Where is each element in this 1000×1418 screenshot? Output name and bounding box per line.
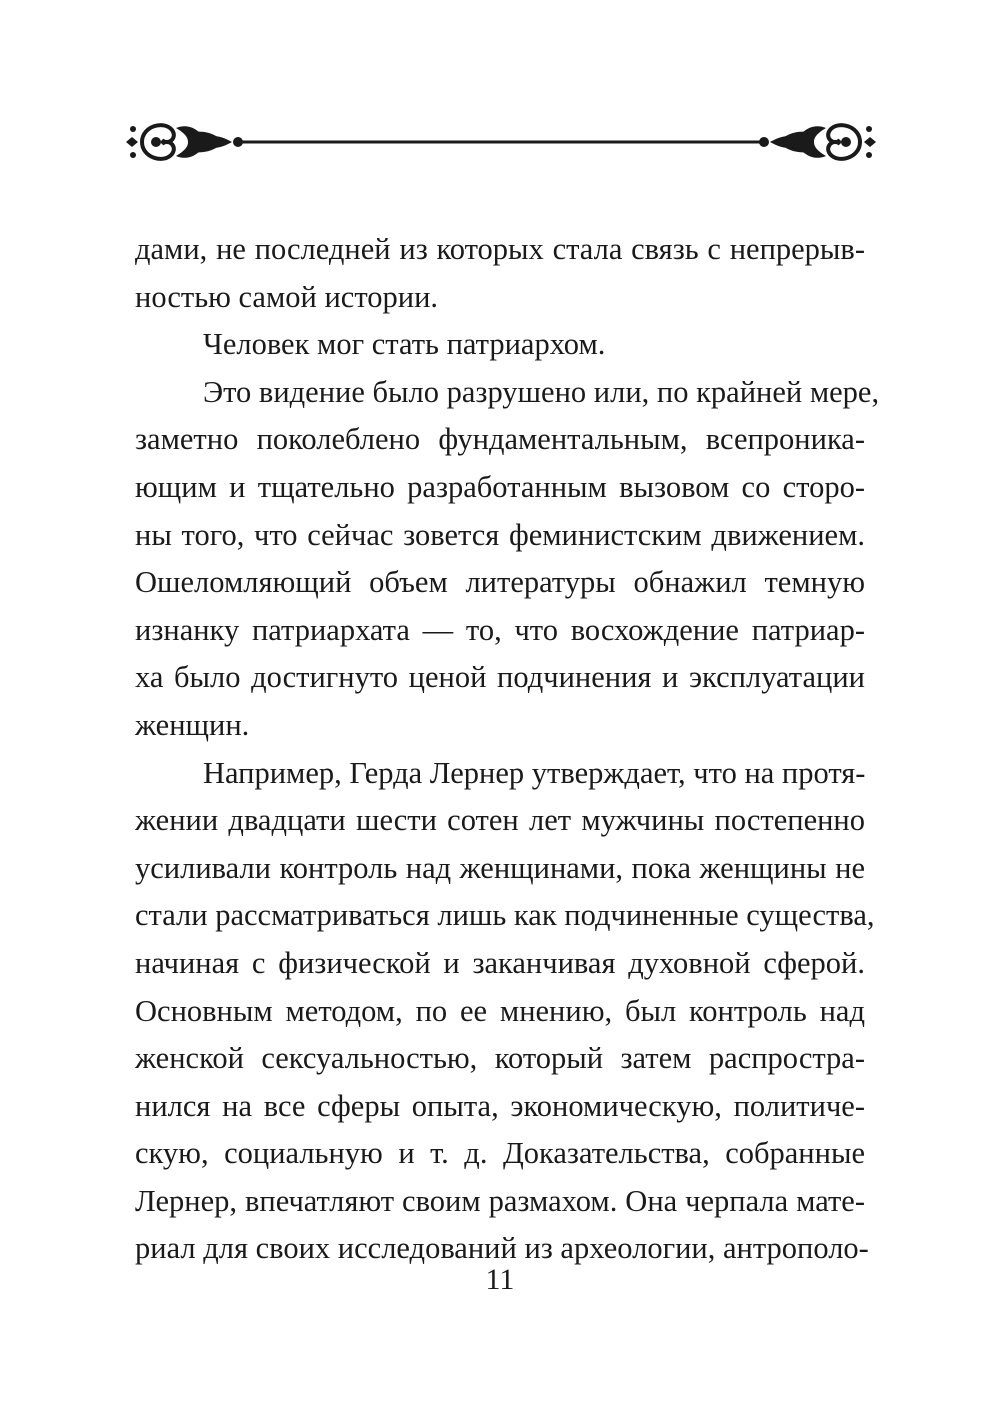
text-line: Например, Герда Лернер утверждает, что на протя- [203,755,866,790]
text-line: ностью самой истории. [135,279,439,314]
text-line: дами, не последней из которых стала связь с непрерыв- [135,232,865,266]
text-line: начиная с физической и заканчивая духовной сферой. [135,945,865,980]
body-text [135,226,880,1273]
text-line: ющим и тщательно разработанным вызовом со сторо- [135,469,865,504]
text-line: женской сексуальностью, который затем распростра- [135,1041,865,1076]
left-flourish-icon [126,125,243,159]
text-line: ха было достигнуто ценой подчинения и эксплуатации [135,660,865,695]
text-line: нился на все сферы опыта, экономическую, политиче- [135,1088,865,1123]
right-flourish-icon [759,125,876,159]
text-line: Ошеломляющий объем литературы обнажил темную [135,565,865,600]
text-line: заметно поколеблено фундаментальным, всепроника- [135,422,865,457]
text-line: стали рассматриваться лишь как подчиненные существа, [135,898,875,933]
text-line: Это видение было разрушено или, по крайней мере, [203,374,880,409]
text-line: изнанку патриархата — то, что восхождение патриар- [135,612,865,647]
text-line: усиливали контроль над женщинами, пока женщины не [135,850,865,885]
text-line: ны того, что сейчас зовется феминистским движением. [135,517,865,552]
text-line: жении двадцати шести сотен лет мужчины постепенно [135,803,865,838]
text-line: Лернер, впечатляют своим размахом. Она черпала мате- [135,1183,865,1218]
text-line: скую, социальную и т. д. Доказательства, собранные [135,1136,865,1171]
text-line: риал для своих исследований из археологии, антрополо- [135,1231,869,1266]
text-line: Основным методом, по ее мнению, был контроль над [135,993,865,1028]
header-rule [238,141,764,144]
header-ornament [120,108,882,176]
text-line: Человек мог стать патриархом. [203,327,606,362]
page-number: 11 [485,1263,515,1296]
text-line: женщин. [135,707,250,742]
